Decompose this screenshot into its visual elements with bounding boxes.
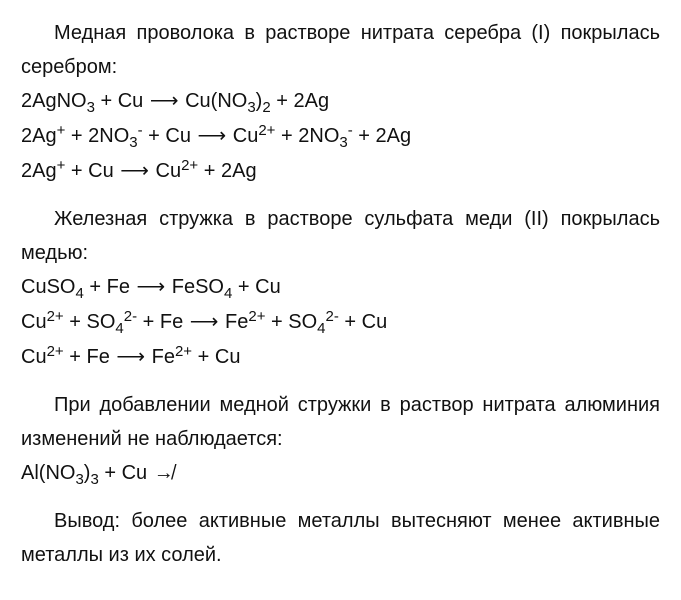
formula-text: Cu	[149, 160, 182, 182]
superscript: 2+	[46, 308, 64, 325]
formula-text: )	[83, 462, 91, 484]
formula-text: 2Ag	[21, 125, 57, 147]
reaction-arrow-icon: ⟶	[197, 125, 227, 147]
formula-text: FeSO	[166, 276, 224, 298]
subscript: 3	[247, 99, 256, 116]
superscript: 2+	[181, 157, 199, 174]
formula-text: + Cu	[232, 276, 281, 298]
chemical-equation	[21, 270, 660, 305]
formula-text: + 2Ag	[270, 90, 330, 112]
subscript: 3	[129, 134, 138, 151]
formula-text: 2AgNO	[21, 90, 87, 112]
subscript: 4	[75, 285, 84, 302]
reaction-arrow-icon: ↛	[153, 462, 174, 484]
superscript: 2+	[248, 308, 266, 325]
chemical-equation	[21, 305, 660, 340]
chemical-equation	[21, 84, 660, 119]
formula-text: + Fe	[137, 311, 189, 333]
superscript: -	[347, 122, 353, 139]
superscript: 2+	[46, 343, 64, 360]
formula-text: + Cu	[94, 90, 149, 112]
formula-text: + 2NO	[65, 125, 130, 147]
section-gap	[21, 189, 660, 202]
reaction-arrow-icon: ⟶	[120, 160, 149, 182]
document-content	[21, 16, 660, 572]
formula-text: + Cu	[98, 462, 153, 484]
reaction-arrow-icon: ⟶	[189, 311, 219, 333]
subscript: 4	[223, 285, 233, 302]
reaction-arrow-icon: ⟶	[149, 90, 179, 112]
subscript: 4	[317, 320, 326, 337]
subscript: 4	[115, 320, 124, 337]
formula-text: )	[255, 90, 263, 112]
chemical-equation	[21, 456, 660, 491]
superscript: +	[56, 122, 66, 139]
subscript: 3	[75, 471, 84, 488]
formula-text: Fe	[146, 346, 175, 368]
formula-text: + 2Ag	[198, 160, 257, 182]
superscript: 2-	[123, 308, 138, 325]
superscript: -	[137, 122, 143, 139]
formula-text: + 2Ag	[352, 125, 412, 147]
paragraph-text: При добавлении медной стружки в раствор нитрата алюминия изменений не наблюдается:	[21, 394, 660, 450]
subscript: 2	[262, 99, 271, 116]
section-gap	[21, 491, 660, 504]
formula-text: + Cu	[142, 125, 197, 147]
formula-text: + SO	[265, 311, 318, 333]
formula-text: CuSO	[21, 276, 76, 298]
chemical-equation	[21, 119, 660, 154]
formula-text: + Cu	[192, 346, 241, 368]
paragraph-text: Железная стружка в растворе сульфата меди (II) покрылась медью:	[21, 208, 660, 264]
superscript: 2+	[174, 343, 193, 360]
superscript: 2-	[325, 308, 339, 325]
formula-text: + Cu	[338, 311, 388, 333]
formula-text: + 2NO	[275, 125, 340, 147]
section-gap	[21, 375, 660, 388]
superscript: 2+	[258, 122, 276, 139]
formula-text: Al(NO	[21, 462, 76, 484]
chemical-equation	[21, 154, 660, 189]
subscript: 3	[86, 99, 95, 116]
formula-text: + Cu	[65, 160, 120, 182]
paragraph-text: Вывод: более активные металлы вытесняют менее активные металлы из их солей.	[21, 510, 660, 566]
formula-text: + SO	[63, 311, 116, 333]
subscript: 3	[339, 134, 348, 151]
chemical-equation	[21, 340, 660, 375]
formula-text: 2Ag	[21, 160, 57, 182]
paragraph-text: Медная проволока в растворе нитрата серебра (I) покрылась серебром:	[21, 22, 660, 78]
reaction-arrow-icon: ⟶	[136, 276, 166, 298]
subscript: 3	[90, 471, 99, 488]
formula-text: Cu	[227, 125, 259, 147]
formula-text: + Fe	[83, 276, 136, 298]
formula-text: Cu(NO	[179, 90, 248, 112]
formula-text: Cu	[21, 346, 47, 368]
formula-text: Cu	[21, 311, 47, 333]
superscript: +	[56, 157, 66, 174]
formula-text: Fe	[219, 311, 249, 333]
formula-text: + Fe	[63, 346, 116, 368]
reaction-arrow-icon: ⟶	[116, 346, 146, 368]
